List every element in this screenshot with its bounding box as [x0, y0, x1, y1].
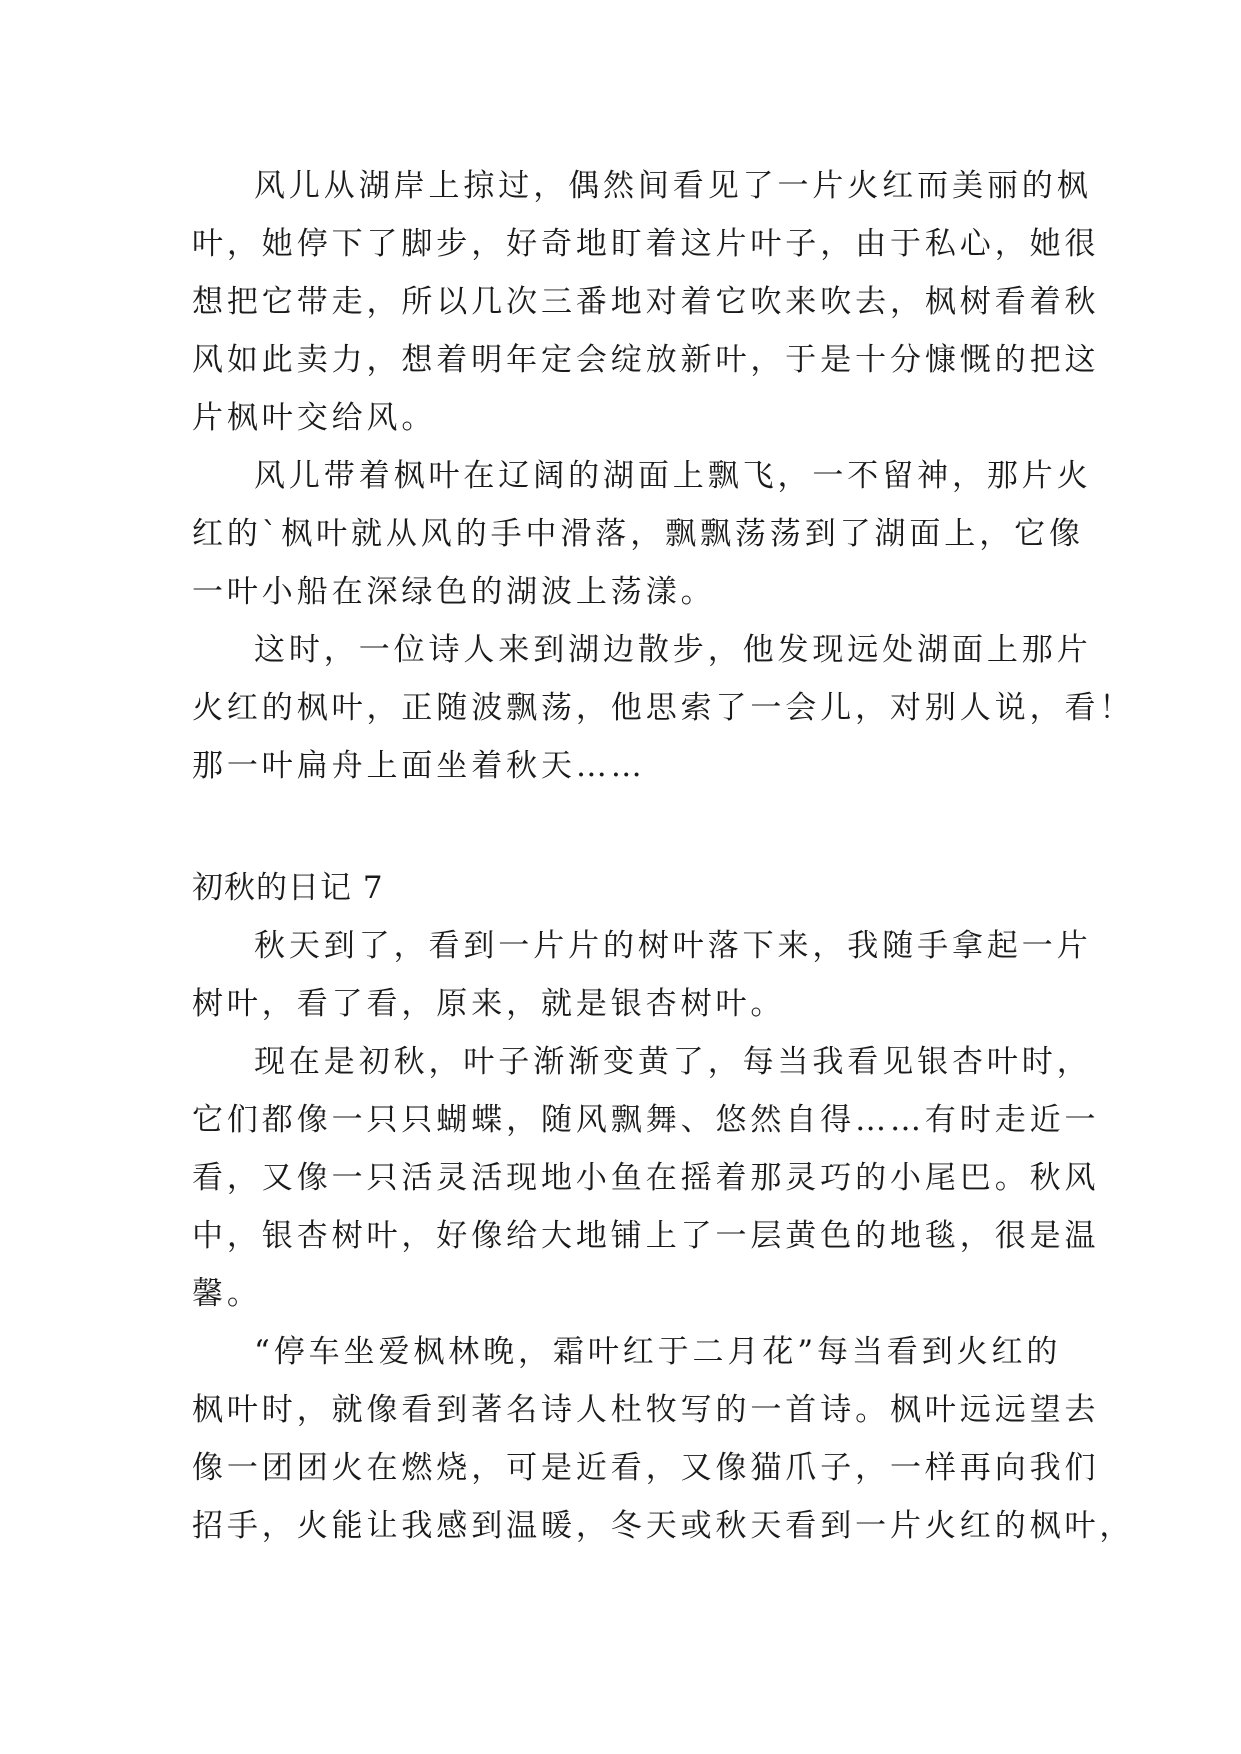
text-line: 枫叶时，就像看到著名诗人杜牧写的一首诗。枫叶远远望去	[192, 1392, 1100, 1428]
text-line: 红的`枫叶就从风的手中滑落，飘飘荡荡到了湖面上，它像	[192, 516, 1084, 552]
text-line: 秋天到了，看到一片片的树叶落下来，我随手拿起一片	[254, 928, 1092, 964]
text-line: 片枫叶交给风。	[192, 400, 437, 436]
text-line: 风儿从湖岸上掠过，偶然间看见了一片火红而美丽的枫	[254, 168, 1092, 204]
text-line: 风儿带着枫叶在辽阔的湖面上飘飞，一不留神，那片火	[254, 458, 1092, 494]
text-line: 火红的枫叶，正随波飘荡，他思索了一会儿，对别人说，看！	[192, 690, 1135, 726]
text-line: 招手，火能让我感到温暖，冬天或秋天看到一片火红的枫叶，	[192, 1508, 1135, 1544]
text-line: 馨。	[192, 1276, 262, 1312]
text-line: 这时，一位诗人来到湖边散步，他发现远处湖面上那片	[254, 632, 1092, 668]
section-heading: 初秋的日记 7	[192, 870, 384, 906]
text-line: 它们都像一只只蝴蝶，随风飘舞、悠然自得……有时走近一	[192, 1102, 1100, 1138]
text-line: 叶，她停下了脚步，好奇地盯着这片叶子，由于私心，她很	[192, 226, 1100, 262]
text-line: 现在是初秋，叶子渐渐变黄了，每当我看见银杏叶时，	[254, 1044, 1092, 1080]
text-line: 风如此卖力，想着明年定会绽放新叶，于是十分慷慨的把这	[192, 342, 1100, 378]
text-line: 一叶小船在深绿色的湖波上荡漾。	[192, 574, 716, 610]
text-line: “停车坐爱枫林晚，霜叶红于二月花”每当看到火红的	[254, 1334, 1062, 1370]
text-line: 像一团团火在燃烧，可是近看，又像猫爪子，一样再向我们	[192, 1450, 1100, 1486]
text-line: 看，又像一只活灵活现地小鱼在摇着那灵巧的小尾巴。秋风	[192, 1160, 1100, 1196]
text-line: 想把它带走，所以几次三番地对着它吹来吹去，枫树看着秋	[192, 284, 1100, 320]
text-line: 中，银杏树叶，好像给大地铺上了一层黄色的地毯，很是温	[192, 1218, 1100, 1254]
text-line: 那一叶扁舟上面坐着秋天……	[192, 748, 646, 784]
text-line: 树叶，看了看，原来，就是银杏树叶。	[192, 986, 786, 1022]
